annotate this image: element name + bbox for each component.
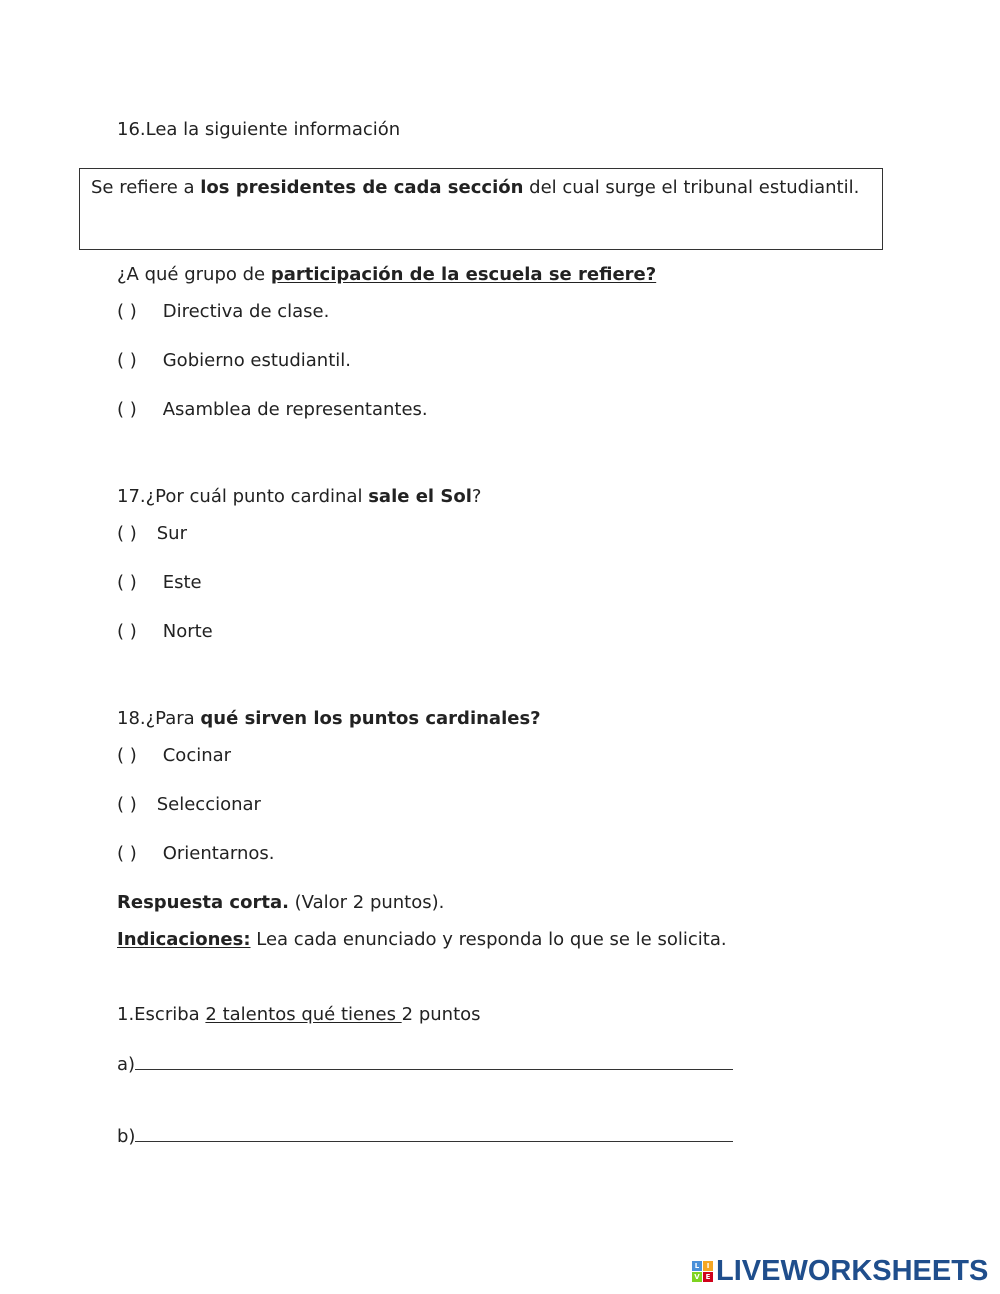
- indications-label: Indicaciones:: [117, 929, 251, 950]
- option-paren[interactable]: ( ): [117, 350, 137, 371]
- answer-line-a[interactable]: [117, 1052, 733, 1076]
- logo-blocks-icon: [692, 1261, 713, 1282]
- short-answer-heading: [117, 892, 444, 914]
- answer-blank-b[interactable]: [135, 1124, 733, 1142]
- indications-text: Lea cada enunciado y responda lo que se le solicita.: [250, 929, 727, 950]
- option-paren[interactable]: ( ): [117, 572, 137, 593]
- q18-option-1[interactable]: [117, 745, 231, 767]
- q17-title-post: ?: [471, 486, 482, 507]
- option-text: Gobierno estudiantil.: [162, 350, 351, 371]
- logo-block-e: E: [703, 1272, 713, 1282]
- q18-title-pre: 18.¿Para: [117, 708, 201, 729]
- option-paren[interactable]: ( ): [117, 523, 137, 544]
- q16-question-bold: participación de la escuela se refiere?: [270, 264, 657, 285]
- q16-option-1[interactable]: [117, 301, 329, 323]
- q18-title: [117, 708, 541, 730]
- option-paren[interactable]: ( ): [117, 399, 137, 420]
- q17-option-2[interactable]: [117, 572, 202, 594]
- logo-block-l: L: [692, 1261, 702, 1271]
- answer-label-a: a): [117, 1054, 136, 1075]
- q17-option-1[interactable]: [117, 523, 187, 545]
- q1-title-post: 2 puntos: [401, 1004, 481, 1025]
- indications: [117, 929, 727, 951]
- logo-block-i: I: [703, 1261, 713, 1271]
- q16-title: 16.Lea la siguiente información: [117, 119, 401, 140]
- q17-title-bold: sale el Sol: [368, 486, 472, 507]
- info-box-bold: los presidentes de cada sección: [200, 177, 524, 198]
- q18-option-3[interactable]: [117, 843, 274, 865]
- option-text: Seleccionar: [156, 794, 261, 815]
- q1-title-pre: 1.Escriba: [117, 1004, 206, 1025]
- option-text: Norte: [162, 621, 213, 642]
- q1-title: [117, 1004, 481, 1026]
- q16-question: [117, 264, 656, 286]
- liveworksheets-logo: [692, 1256, 988, 1286]
- q18-title-bold: qué sirven los puntos cardinales?: [200, 708, 541, 729]
- short-answer-value: (Valor 2 puntos).: [288, 892, 445, 913]
- short-answer-label: Respuesta corta.: [117, 892, 289, 913]
- option-text: Sur: [156, 523, 187, 544]
- info-box-text: [91, 177, 859, 199]
- option-text: Orientarnos.: [162, 843, 275, 864]
- option-paren[interactable]: ( ): [117, 843, 137, 864]
- logo-text: LIVEWORKSHEETS: [716, 1254, 989, 1287]
- info-box-post: del cual surge el tribunal estudiantil.: [523, 177, 860, 198]
- option-paren[interactable]: ( ): [117, 301, 137, 322]
- logo-block-v: V: [692, 1272, 702, 1282]
- option-paren[interactable]: ( ): [117, 745, 137, 766]
- q18-option-2[interactable]: [117, 794, 261, 816]
- option-text: Cocinar: [162, 745, 232, 766]
- answer-line-b[interactable]: [117, 1124, 733, 1148]
- option-text: Asamblea de representantes.: [162, 399, 428, 420]
- option-text: Este: [162, 572, 202, 593]
- q17-title-pre: 17.¿Por cuál punto cardinal: [117, 486, 369, 507]
- option-paren[interactable]: ( ): [117, 621, 137, 642]
- q17-option-3[interactable]: [117, 621, 213, 643]
- q16-option-3[interactable]: [117, 399, 428, 421]
- q17-title: [117, 486, 481, 508]
- info-box-pre: Se refiere a: [91, 177, 201, 198]
- q1-title-underline: 2 talentos qué tienes: [205, 1004, 402, 1025]
- q16-option-2[interactable]: [117, 350, 351, 372]
- q16-question-pre: ¿A qué grupo de: [117, 264, 271, 285]
- answer-blank-a[interactable]: [135, 1052, 733, 1070]
- option-text: Directiva de clase.: [162, 301, 330, 322]
- option-paren[interactable]: ( ): [117, 794, 137, 815]
- answer-label-b: b): [117, 1126, 136, 1147]
